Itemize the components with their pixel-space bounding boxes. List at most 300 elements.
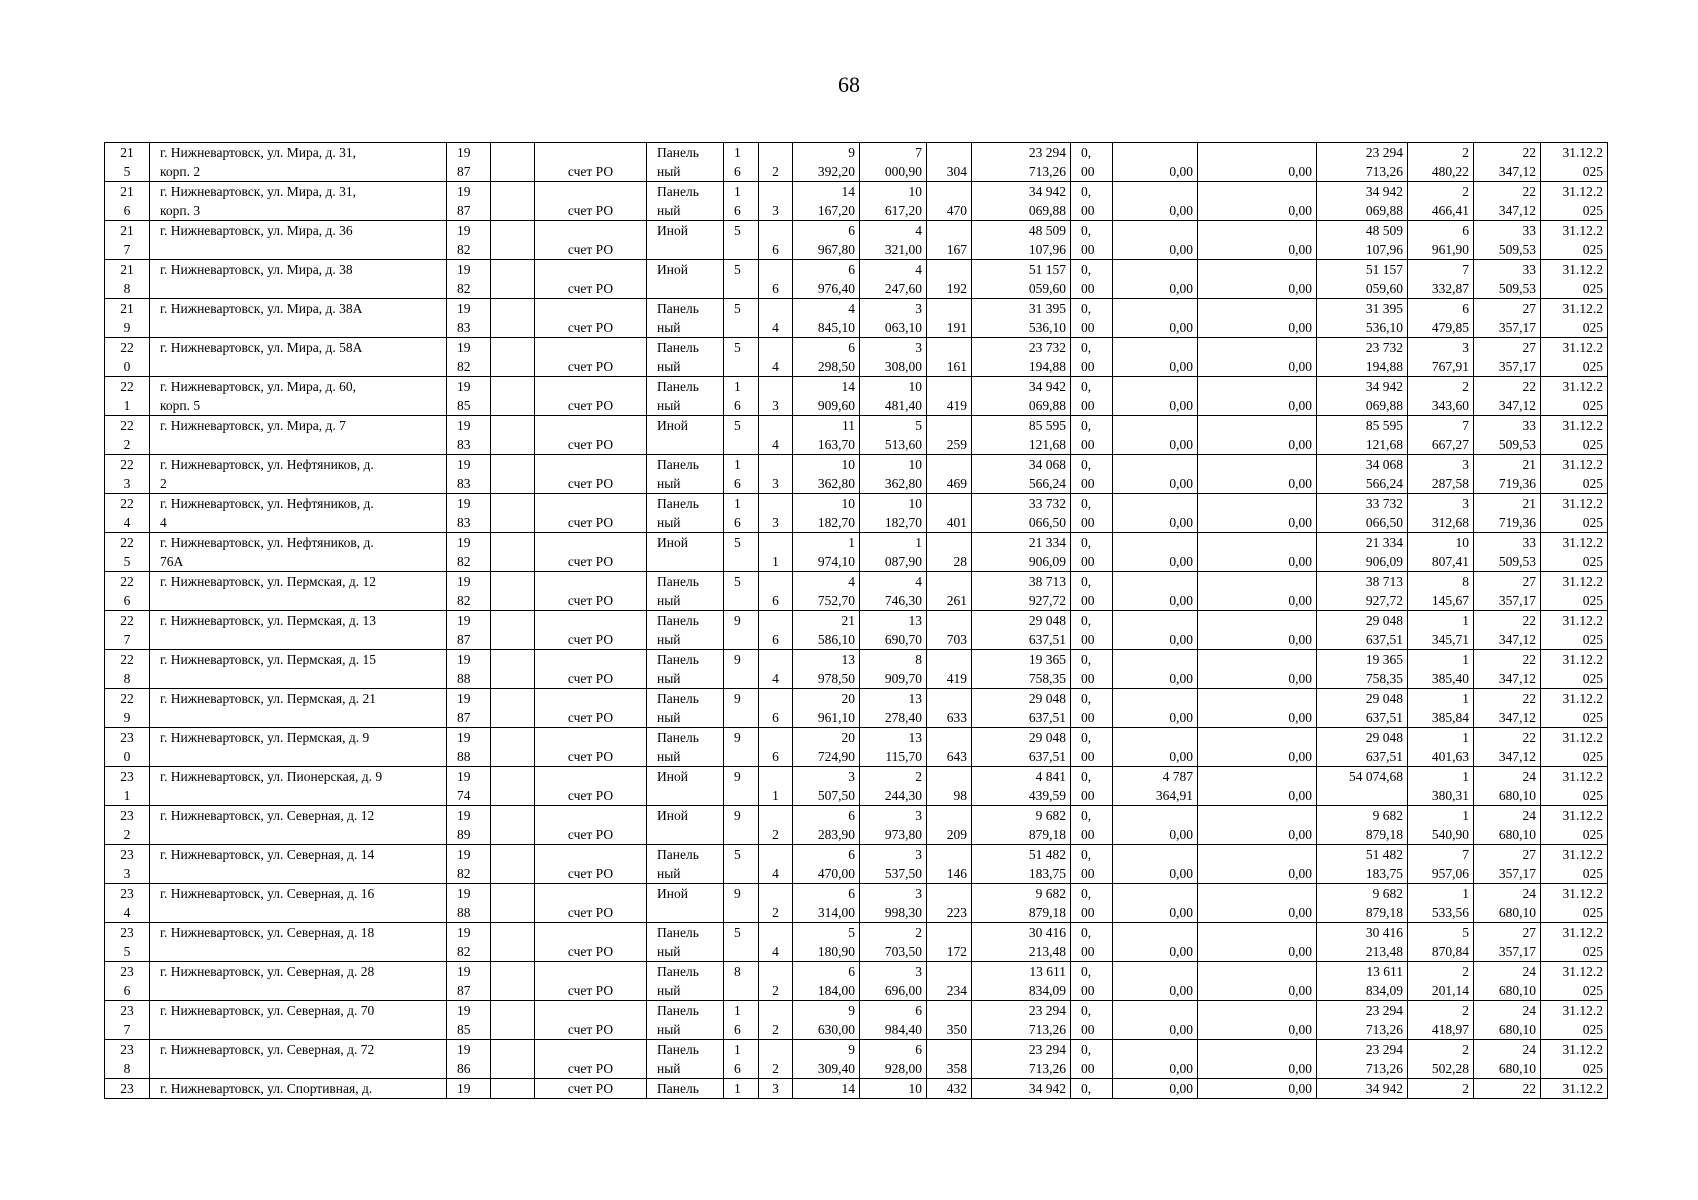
entrances-cell: 3: [759, 182, 793, 221]
cost-limit-cell: 33 509,53: [1474, 416, 1541, 455]
row-number-cell: 22 4: [105, 494, 150, 533]
address-cell: г. Нижневартовск, ул. Пермская, д. 9: [150, 728, 447, 767]
cost-limit-cell: 27 357,17: [1474, 299, 1541, 338]
cost-per-m2-cell: 2 418,97: [1408, 1001, 1474, 1040]
total-area-cell: 9 309,40: [793, 1040, 860, 1079]
total-cost-cell: 51 482 183,75: [1317, 845, 1408, 884]
year-built-cell: 19 82: [447, 260, 491, 299]
total-cost-cell: 29 048 637,51: [1317, 728, 1408, 767]
year-built-cell: 19 87: [447, 182, 491, 221]
cost-per-m2-cell: 6 961,90: [1408, 221, 1474, 260]
repair-cost-cell: 21 334 906,09: [972, 533, 1071, 572]
funding-b-cell: 0,00: [1198, 650, 1317, 689]
cost-per-m2-cell: 2 201,14: [1408, 962, 1474, 1001]
funding-source-cell: счет РО: [535, 767, 647, 806]
funding-a-cell: 0,00: [1113, 923, 1198, 962]
living-area-cell: 6 984,40: [860, 1001, 927, 1040]
deadline-date-cell: 31.12.2 025: [1541, 533, 1608, 572]
funding-b-cell: 0,00: [1198, 1040, 1317, 1079]
funding-b-cell: 0,00: [1198, 455, 1317, 494]
floors-cell: 9: [724, 728, 759, 767]
empty-cell: [491, 806, 535, 845]
funding-a-cell: 0,00: [1113, 260, 1198, 299]
entrances-cell: 2: [759, 143, 793, 182]
year-built-cell: 19 86: [447, 1040, 491, 1079]
residents-cell: 643: [927, 728, 972, 767]
funding-a-cell: 4 787 364,91: [1113, 767, 1198, 806]
deadline-date-cell: 31.12.2 025: [1541, 962, 1608, 1001]
funding-source-cell: счет РО: [535, 845, 647, 884]
funding-source-cell: счет РО: [535, 143, 647, 182]
total-cost-cell: 23 732 194,88: [1317, 338, 1408, 377]
repair-cost-cell: 34 942 069,88: [972, 377, 1071, 416]
wall-material-cell: Иной: [647, 884, 724, 923]
wall-material-cell: Панель: [647, 1079, 724, 1099]
entrances-cell: 6: [759, 689, 793, 728]
total-cost-cell: 29 048 637,51: [1317, 689, 1408, 728]
funding-source-cell: счет РО: [535, 377, 647, 416]
zero-amount-cell: 0, 00: [1071, 338, 1113, 377]
living-area-cell: 2 244,30: [860, 767, 927, 806]
wall-material-cell: Панель ный: [647, 650, 724, 689]
floors-cell: 9: [724, 611, 759, 650]
cost-limit-cell: 21 719,36: [1474, 455, 1541, 494]
wall-material-cell: Панель ный: [647, 377, 724, 416]
year-built-cell: 19 85: [447, 377, 491, 416]
entrances-cell: 3: [759, 455, 793, 494]
deadline-date-cell: 31.12.2 025: [1541, 182, 1608, 221]
funding-b-cell: 0,00: [1198, 572, 1317, 611]
entrances-cell: 1: [759, 533, 793, 572]
cost-per-m2-cell: 2 480,22: [1408, 143, 1474, 182]
row-number-cell: 22 3: [105, 455, 150, 494]
entrances-cell: 4: [759, 923, 793, 962]
living-area-cell: 10 617,20: [860, 182, 927, 221]
cost-per-m2-cell: 1 385,40: [1408, 650, 1474, 689]
table-row: [105, 728, 1608, 767]
zero-amount-cell: 0, 00: [1071, 923, 1113, 962]
table-row: [105, 962, 1608, 1001]
deadline-date-cell: 31.12.2 025: [1541, 260, 1608, 299]
cost-per-m2-cell: 1 533,56: [1408, 884, 1474, 923]
row-number-cell: 22 5: [105, 533, 150, 572]
deadline-date-cell: 31.12.2 025: [1541, 767, 1608, 806]
living-area-cell: 3 308,00: [860, 338, 927, 377]
year-built-cell: 19: [447, 1079, 491, 1099]
funding-b-cell: 0,00: [1198, 221, 1317, 260]
empty-cell: [491, 221, 535, 260]
total-cost-cell: 34 068 566,24: [1317, 455, 1408, 494]
funding-b-cell: 0,00: [1198, 806, 1317, 845]
funding-a-cell: 0,00: [1113, 884, 1198, 923]
year-built-cell: 19 82: [447, 845, 491, 884]
repair-cost-cell: 29 048 637,51: [972, 689, 1071, 728]
living-area-cell: 6 928,00: [860, 1040, 927, 1079]
row-number-cell: 21 5: [105, 143, 150, 182]
row-number-cell: 22 0: [105, 338, 150, 377]
funding-a-cell: 0,00: [1113, 728, 1198, 767]
cost-per-m2-cell: 8 145,67: [1408, 572, 1474, 611]
repair-cost-cell: 19 365 758,35: [972, 650, 1071, 689]
empty-cell: [491, 1040, 535, 1079]
living-area-cell: 3 973,80: [860, 806, 927, 845]
funding-source-cell: счет РО: [535, 416, 647, 455]
zero-amount-cell: 0, 00: [1071, 728, 1113, 767]
cost-limit-cell: 24 680,10: [1474, 1001, 1541, 1040]
funding-source-cell: счет РО: [535, 572, 647, 611]
wall-material-cell: Панель ный: [647, 1001, 724, 1040]
total-cost-cell: 34 942 069,88: [1317, 182, 1408, 221]
deadline-date-cell: 31.12.2 025: [1541, 338, 1608, 377]
funding-a-cell: 0,00: [1113, 962, 1198, 1001]
year-built-cell: 19 88: [447, 884, 491, 923]
total-area-cell: 6 976,40: [793, 260, 860, 299]
funding-b-cell: 0,00: [1198, 1001, 1317, 1040]
floors-cell: 9: [724, 689, 759, 728]
repair-cost-cell: 9 682 879,18: [972, 884, 1071, 923]
funding-a-cell: 0,00: [1113, 689, 1198, 728]
cost-limit-cell: 22 347,12: [1474, 728, 1541, 767]
funding-source-cell: счет РО: [535, 650, 647, 689]
funding-b-cell: 0,00: [1198, 338, 1317, 377]
funding-a-cell: 0,00: [1113, 299, 1198, 338]
cost-limit-cell: 27 357,17: [1474, 338, 1541, 377]
cost-per-m2-cell: 3 287,58: [1408, 455, 1474, 494]
table-row: [105, 845, 1608, 884]
floors-cell: 5: [724, 221, 759, 260]
entrances-cell: 3: [759, 377, 793, 416]
living-area-cell: 2 703,50: [860, 923, 927, 962]
row-number-cell: 22 8: [105, 650, 150, 689]
floors-cell: 1 6: [724, 455, 759, 494]
funding-source-cell: счет РО: [535, 884, 647, 923]
empty-cell: [491, 884, 535, 923]
funding-b-cell: 0,00: [1198, 260, 1317, 299]
funding-a-cell: 0,00: [1113, 572, 1198, 611]
total-cost-cell: 23 294 713,26: [1317, 143, 1408, 182]
zero-amount-cell: 0, 00: [1071, 689, 1113, 728]
funding-b-cell: 0,00: [1198, 533, 1317, 572]
floors-cell: 1 6: [724, 182, 759, 221]
cost-per-m2-cell: 3 312,68: [1408, 494, 1474, 533]
empty-cell: [491, 923, 535, 962]
address-cell: г. Нижневартовск, ул. Северная, д. 16: [150, 884, 447, 923]
repair-cost-cell: 9 682 879,18: [972, 806, 1071, 845]
table-row: [105, 1079, 1608, 1099]
wall-material-cell: Панель ный: [647, 845, 724, 884]
cost-limit-cell: 33 509,53: [1474, 533, 1541, 572]
table-row: [105, 338, 1608, 377]
total-cost-cell: 51 157 059,60: [1317, 260, 1408, 299]
residents-cell: 419: [927, 377, 972, 416]
living-area-cell: 3 998,30: [860, 884, 927, 923]
entrances-cell: 1: [759, 767, 793, 806]
total-cost-cell: 13 611 834,09: [1317, 962, 1408, 1001]
table-row: [105, 1040, 1608, 1079]
address-cell: г. Нижневартовск, ул. Пермская, д. 21: [150, 689, 447, 728]
wall-material-cell: Иной: [647, 533, 724, 572]
living-area-cell: 10 481,40: [860, 377, 927, 416]
deadline-date-cell: 31.12.2 025: [1541, 1040, 1608, 1079]
empty-cell: [491, 377, 535, 416]
row-number-cell: 23 3: [105, 845, 150, 884]
total-cost-cell: 34 942 069,88: [1317, 377, 1408, 416]
floors-cell: 9: [724, 884, 759, 923]
floors-cell: 1 6: [724, 1040, 759, 1079]
table-row: [105, 923, 1608, 962]
deadline-date-cell: 31.12.2 025: [1541, 650, 1608, 689]
total-area-cell: 4 845,10: [793, 299, 860, 338]
repair-cost-cell: 29 048 637,51: [972, 611, 1071, 650]
address-cell: г. Нижневартовск, ул. Северная, д. 70: [150, 1001, 447, 1040]
zero-amount-cell: 0, 00: [1071, 221, 1113, 260]
living-area-cell: 4 247,60: [860, 260, 927, 299]
deadline-date-cell: 31.12.2 025: [1541, 884, 1608, 923]
row-number-cell: 23 0: [105, 728, 150, 767]
deadline-date-cell: 31.12.2 025: [1541, 455, 1608, 494]
table-row: [105, 416, 1608, 455]
cost-limit-cell: 22 347,12: [1474, 689, 1541, 728]
address-cell: г. Нижневартовск, ул. Северная, д. 72: [150, 1040, 447, 1079]
address-cell: г. Нижневартовск, ул. Северная, д. 12: [150, 806, 447, 845]
entrances-cell: 4: [759, 416, 793, 455]
funding-a-cell: 0,00: [1113, 221, 1198, 260]
funding-source-cell: счет РО: [535, 728, 647, 767]
row-number-cell: 22 1: [105, 377, 150, 416]
year-built-cell: 19 83: [447, 416, 491, 455]
total-area-cell: 10 182,70: [793, 494, 860, 533]
cost-limit-cell: 33 509,53: [1474, 221, 1541, 260]
funding-b-cell: 0,00: [1198, 884, 1317, 923]
total-area-cell: 14 167,20: [793, 182, 860, 221]
funding-a-cell: 0,00: [1113, 1040, 1198, 1079]
repair-cost-cell: 4 841 439,59: [972, 767, 1071, 806]
total-cost-cell: 38 713 927,72: [1317, 572, 1408, 611]
table-row: [105, 299, 1608, 338]
deadline-date-cell: 31.12.2 025: [1541, 494, 1608, 533]
row-number-cell: 21 8: [105, 260, 150, 299]
entrances-cell: 2: [759, 962, 793, 1001]
residents-cell: 223: [927, 884, 972, 923]
cost-limit-cell: 22: [1474, 1079, 1541, 1099]
floors-cell: 9: [724, 806, 759, 845]
year-built-cell: 19 82: [447, 572, 491, 611]
cost-limit-cell: 22 347,12: [1474, 611, 1541, 650]
empty-cell: [491, 260, 535, 299]
wall-material-cell: Панель ный: [647, 455, 724, 494]
total-area-cell: 6 184,00: [793, 962, 860, 1001]
entrances-cell: 6: [759, 221, 793, 260]
funding-a-cell: 0,00: [1113, 533, 1198, 572]
entrances-cell: 2: [759, 806, 793, 845]
total-cost-cell: 23 294 713,26: [1317, 1040, 1408, 1079]
funding-a-cell: 0,00: [1113, 611, 1198, 650]
cost-limit-cell: 22 347,12: [1474, 182, 1541, 221]
year-built-cell: 19 87: [447, 962, 491, 1001]
repair-cost-cell: 31 395 536,10: [972, 299, 1071, 338]
wall-material-cell: Иной: [647, 416, 724, 455]
year-built-cell: 19 83: [447, 494, 491, 533]
entrances-cell: 2: [759, 1040, 793, 1079]
total-cost-cell: 31 395 536,10: [1317, 299, 1408, 338]
entrances-cell: 3: [759, 1079, 793, 1099]
row-number-cell: 22 9: [105, 689, 150, 728]
deadline-date-cell: 31.12.2 025: [1541, 923, 1608, 962]
entrances-cell: 4: [759, 845, 793, 884]
entrances-cell: 2: [759, 884, 793, 923]
residents-cell: 633: [927, 689, 972, 728]
living-area-cell: 13 278,40: [860, 689, 927, 728]
table-row: [105, 611, 1608, 650]
cost-per-m2-cell: 2: [1408, 1079, 1474, 1099]
empty-cell: [491, 182, 535, 221]
total-area-cell: 14: [793, 1079, 860, 1099]
table-row: [105, 494, 1608, 533]
entrances-cell: 4: [759, 299, 793, 338]
wall-material-cell: Панель ный: [647, 962, 724, 1001]
total-area-cell: 13 978,50: [793, 650, 860, 689]
floors-cell: 1 6: [724, 494, 759, 533]
table-row: [105, 767, 1608, 806]
living-area-cell: 7 000,90: [860, 143, 927, 182]
zero-amount-cell: 0, 00: [1071, 1001, 1113, 1040]
total-area-cell: 20 961,10: [793, 689, 860, 728]
row-number-cell: 23: [105, 1079, 150, 1099]
repair-cost-cell: 34 942: [972, 1079, 1071, 1099]
empty-cell: [491, 689, 535, 728]
deadline-date-cell: 31.12.2 025: [1541, 1001, 1608, 1040]
zero-amount-cell: 0, 00: [1071, 377, 1113, 416]
empty-cell: [491, 299, 535, 338]
funding-b-cell: 0,00: [1198, 845, 1317, 884]
row-number-cell: 22 2: [105, 416, 150, 455]
address-cell: г. Нижневартовск, ул. Мира, д. 31, корп. 3: [150, 182, 447, 221]
funding-a-cell: 0,00: [1113, 416, 1198, 455]
zero-amount-cell: 0, 00: [1071, 182, 1113, 221]
repair-cost-cell: 33 732 066,50: [972, 494, 1071, 533]
living-area-cell: 10: [860, 1079, 927, 1099]
repair-cost-cell: 51 157 059,60: [972, 260, 1071, 299]
address-cell: г. Нижневартовск, ул. Мира, д. 31, корп. 2: [150, 143, 447, 182]
repair-cost-cell: 85 595 121,68: [972, 416, 1071, 455]
empty-cell: [491, 962, 535, 1001]
entrances-cell: 6: [759, 260, 793, 299]
residents-cell: 419: [927, 650, 972, 689]
residents-cell: 192: [927, 260, 972, 299]
table-row: [105, 533, 1608, 572]
entrances-cell: 4: [759, 650, 793, 689]
cost-per-m2-cell: 6 479,85: [1408, 299, 1474, 338]
address-cell: г. Нижневартовск, ул. Пермская, д. 15: [150, 650, 447, 689]
year-built-cell: 19 88: [447, 650, 491, 689]
funding-a-cell: 0,00: [1113, 455, 1198, 494]
table-row: [105, 1001, 1608, 1040]
zero-amount-cell: 0, 00: [1071, 962, 1113, 1001]
wall-material-cell: Панель ный: [647, 611, 724, 650]
wall-material-cell: Панель ный: [647, 572, 724, 611]
cost-per-m2-cell: 1 540,90: [1408, 806, 1474, 845]
row-number-cell: 22 7: [105, 611, 150, 650]
funding-a-cell: 0,00: [1113, 806, 1198, 845]
repair-cost-cell: 23 732 194,88: [972, 338, 1071, 377]
address-cell: г. Нижневартовск, ул. Северная, д. 14: [150, 845, 447, 884]
residents-cell: 469: [927, 455, 972, 494]
total-area-cell: 9 630,00: [793, 1001, 860, 1040]
funding-source-cell: счет РО: [535, 455, 647, 494]
floors-cell: 5: [724, 260, 759, 299]
zero-amount-cell: 0, 00: [1071, 494, 1113, 533]
row-number-cell: 23 7: [105, 1001, 150, 1040]
total-cost-cell: 48 509 107,96: [1317, 221, 1408, 260]
funding-b-cell: 0,00: [1198, 962, 1317, 1001]
deadline-date-cell: 31.12.2 025: [1541, 728, 1608, 767]
row-number-cell: 21 9: [105, 299, 150, 338]
funding-source-cell: счет РО: [535, 923, 647, 962]
funding-b-cell: 0,00: [1198, 1079, 1317, 1099]
funding-source-cell: счет РО: [535, 1040, 647, 1079]
repair-cost-cell: 29 048 637,51: [972, 728, 1071, 767]
total-area-cell: 9 392,20: [793, 143, 860, 182]
total-cost-cell: 29 048 637,51: [1317, 611, 1408, 650]
residents-cell: 146: [927, 845, 972, 884]
address-cell: г. Нижневартовск, ул. Нефтяников, д. 4: [150, 494, 447, 533]
table-row: [105, 221, 1608, 260]
wall-material-cell: Иной: [647, 767, 724, 806]
cost-per-m2-cell: 7 667,27: [1408, 416, 1474, 455]
year-built-cell: 19 82: [447, 923, 491, 962]
cost-limit-cell: 27 357,17: [1474, 572, 1541, 611]
repair-cost-cell: 34 068 566,24: [972, 455, 1071, 494]
living-area-cell: 5 513,60: [860, 416, 927, 455]
address-cell: г. Нижневартовск, ул. Нефтяников, д. 76А: [150, 533, 447, 572]
zero-amount-cell: 0, 00: [1071, 650, 1113, 689]
address-cell: г. Нижневартовск, ул. Северная, д. 18: [150, 923, 447, 962]
address-cell: г. Нижневартовск, ул. Мира, д. 38: [150, 260, 447, 299]
wall-material-cell: Панель ный: [647, 1040, 724, 1079]
year-built-cell: 19 82: [447, 338, 491, 377]
total-area-cell: 1 974,10: [793, 533, 860, 572]
empty-cell: [491, 611, 535, 650]
repair-cost-cell: 48 509 107,96: [972, 221, 1071, 260]
total-cost-cell: 9 682 879,18: [1317, 884, 1408, 923]
zero-amount-cell: 0, 00: [1071, 455, 1113, 494]
residents-cell: 172: [927, 923, 972, 962]
table-body: [105, 143, 1608, 1099]
residents-cell: 161: [927, 338, 972, 377]
cost-per-m2-cell: 1 385,84: [1408, 689, 1474, 728]
funding-source-cell: счет РО: [535, 221, 647, 260]
zero-amount-cell: 0, 00: [1071, 416, 1113, 455]
funding-a-cell: 0,00: [1113, 182, 1198, 221]
address-cell: г. Нижневартовск, ул. Мира, д. 60, корп. 5: [150, 377, 447, 416]
repair-cost-cell: 34 942 069,88: [972, 182, 1071, 221]
deadline-date-cell: 31.12.2 025: [1541, 416, 1608, 455]
residents-cell: 703: [927, 611, 972, 650]
address-cell: г. Нижневартовск, ул. Северная, д. 28: [150, 962, 447, 1001]
address-cell: г. Нижневартовск, ул. Мира, д. 7: [150, 416, 447, 455]
living-area-cell: 4 746,30: [860, 572, 927, 611]
address-cell: г. Нижневартовск, ул. Пермская, д. 12: [150, 572, 447, 611]
page-number: 68: [838, 72, 860, 97]
funding-source-cell: счет РО: [535, 299, 647, 338]
row-number-cell: 21 7: [105, 221, 150, 260]
wall-material-cell: Панель ный: [647, 728, 724, 767]
year-built-cell: 19 82: [447, 221, 491, 260]
zero-amount-cell: 0, 00: [1071, 806, 1113, 845]
funding-b-cell: 0,00: [1198, 923, 1317, 962]
living-area-cell: 1 087,90: [860, 533, 927, 572]
cost-per-m2-cell: 2 343,60: [1408, 377, 1474, 416]
